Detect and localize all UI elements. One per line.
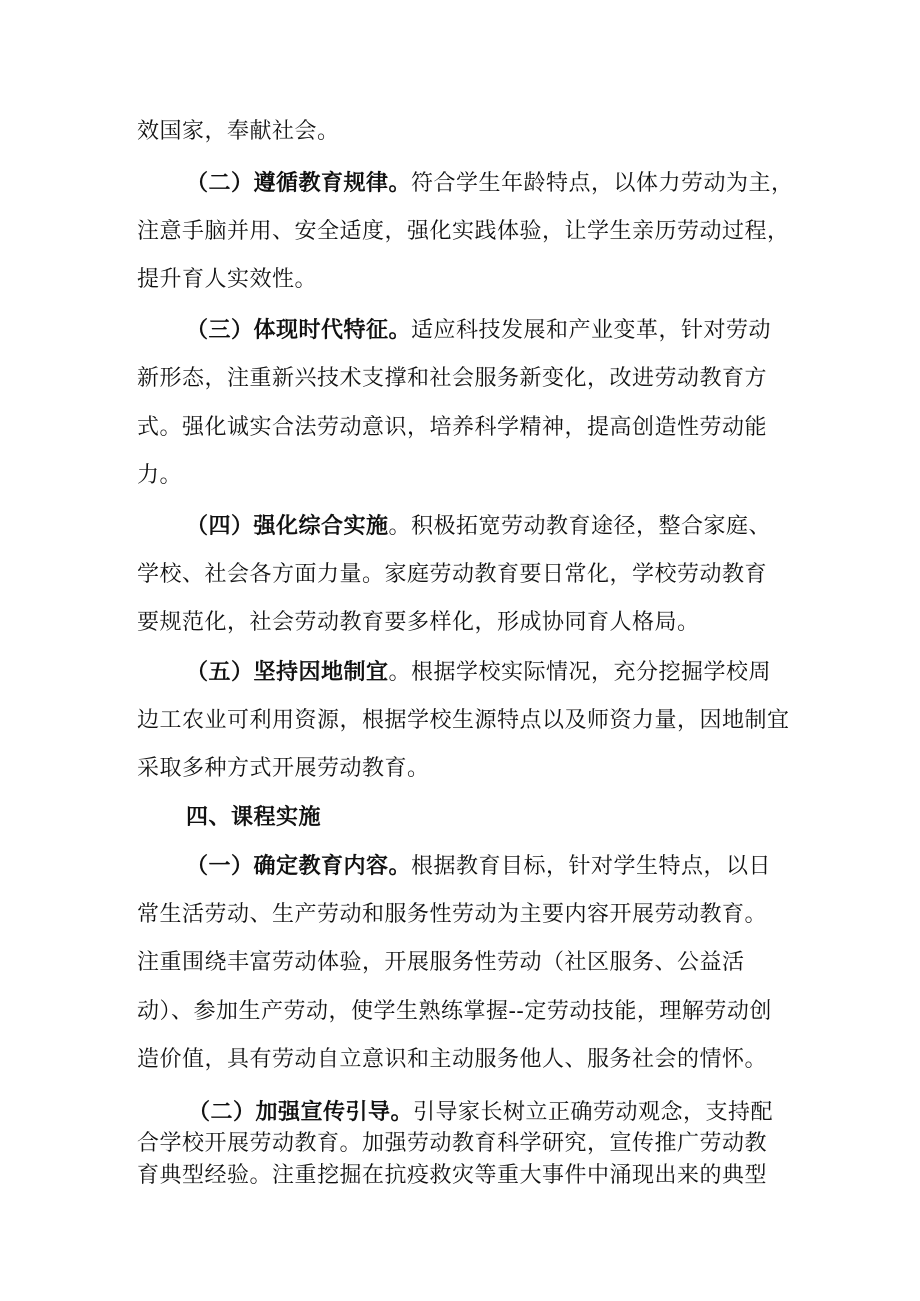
paragraph-first-line: [188, 1097, 848, 1128]
paragraph-text: 适应科技发展和产业变革，针对劳动: [411, 318, 772, 343]
paragraph-line: 常生活劳动、生产劳动和服务性劳动为主要内容开展劳动教育。: [137, 902, 768, 927]
paragraph-line: 学校、社会各方面力量。家庭劳动教育要日常化，学校劳动教育: [137, 562, 768, 587]
paragraph-line: 造价值，具有劳动自立意识和主动服务他人、服务社会的情怀。: [137, 1047, 768, 1072]
paragraph-line: 注重围绕丰富劳动体验，开展服务性劳动（社区服务、公益活: [137, 950, 745, 975]
paragraph-title: （四）强化综合实施: [186, 513, 389, 539]
paragraph-line: 新形态，注重新兴技术支撑和社会服务新变化，改进劳动教育方: [137, 366, 768, 391]
paragraph-line: 注意手脑并用、安全适度，强化实践体验，让学生亲历劳动过程，: [137, 219, 790, 244]
paragraph-title: （二）遵循教育规律。: [186, 170, 412, 196]
paragraph-first-line: [186, 657, 846, 688]
paragraph-first-line: [186, 851, 846, 882]
paragraph-first-line: [186, 511, 846, 542]
paragraph-text: 根据教育目标，针对学生特点，以日: [411, 854, 772, 879]
paragraph-text: 。积极拓宽劳动教育途径，整合家庭、: [388, 514, 772, 539]
paragraph-line: 动）、参加生产劳动，使学生熟练掌握--定劳动技能，理解劳动创: [137, 999, 772, 1024]
paragraph-line: 效国家，奉献社会。: [137, 119, 340, 144]
section-heading: 四、课程实施: [186, 804, 322, 830]
paragraph-line: 要规范化，社会劳动教育要多样化，形成协同育人格局。: [137, 610, 700, 635]
paragraph-title: （三）体现时代特征。: [186, 317, 412, 343]
paragraph-line: 育典型经验。注重挖掘在抗疫救灾等重大事件中涌现出来的典型: [137, 1163, 768, 1188]
paragraph-title: （一）确定教育内容。: [186, 853, 412, 879]
paragraph-line: 边工农业可利用资源，根据学校生源特点以及师资力量，因地制宜: [137, 708, 790, 733]
paragraph-text: 引导家长树立正确劳动观念，支持配: [413, 1100, 774, 1125]
paragraph-line: 采取多种方式开展劳动教育。: [137, 756, 430, 781]
paragraph-title: （五）坚持因地制宜: [186, 659, 389, 685]
paragraph-text: 符合学生年龄特点，以体力劳动为主，: [411, 171, 794, 196]
paragraph-line: 式。强化诚实合法劳动意识，培养科学精神，提高创造性劳动能: [137, 415, 768, 440]
paragraph-title: （二）加强宣传引导。: [188, 1099, 414, 1125]
paragraph-first-line: [186, 168, 846, 199]
paragraph-line: 提升育人实效性。: [137, 267, 318, 292]
paragraph-first-line: [186, 315, 846, 346]
paragraph-line: 合学校开展劳动教育。加强劳动教育科学研究，宣传推广劳动教: [137, 1131, 768, 1156]
paragraph-line: 力。: [137, 463, 183, 488]
paragraph-text: 。根据学校实际情况，充分挖掘学校周: [388, 660, 772, 685]
